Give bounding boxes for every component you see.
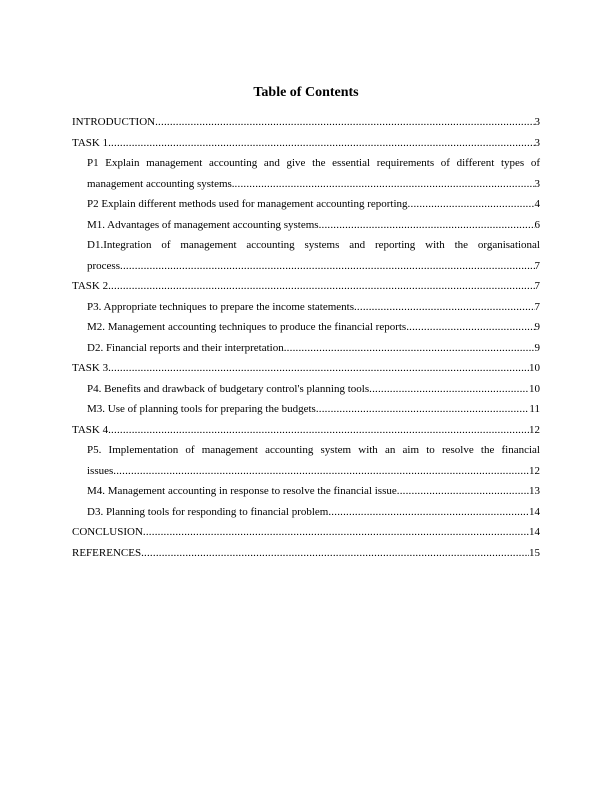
dot-leader <box>108 358 529 379</box>
toc-entry-task-4[interactable] <box>72 420 540 441</box>
toc-entry-m2[interactable] <box>72 317 540 338</box>
toc-entry-text: M1. Advantages of management accounting systems <box>87 218 319 231</box>
toc-entry-text-line-1: P1 Explain management accounting and give the essential requirements of different types of <box>87 157 540 169</box>
toc-entry-text: M3. Use of planning tools for preparing the budgets <box>87 403 316 415</box>
toc-entry-text: TASK 3 <box>72 362 109 374</box>
toc-page-number: 7 <box>534 300 540 313</box>
toc-page-number: 11 <box>529 403 540 415</box>
toc-entry-m4[interactable] <box>72 481 540 502</box>
dot-leader <box>316 399 530 420</box>
dot-leader <box>284 338 535 359</box>
toc-entry-text: TASK 1 <box>72 136 109 149</box>
toc-entry-text: TASK 2 <box>72 280 109 292</box>
toc-page-number: 4 <box>534 198 540 210</box>
toc-entry-m1[interactable] <box>72 215 540 236</box>
dot-leader <box>319 215 535 236</box>
toc-entry-introduction[interactable] <box>72 112 540 133</box>
dot-leader <box>328 502 529 523</box>
toc-page-number: 14 <box>529 526 540 538</box>
dot-leader <box>108 420 529 441</box>
toc-page-number: 7 <box>534 280 540 292</box>
toc-entry-p2[interactable] <box>72 194 540 215</box>
toc-page-number: 10 <box>529 382 540 395</box>
toc-entry-task-1[interactable] <box>72 133 540 154</box>
toc-title: Table of Contents <box>253 85 359 100</box>
toc-page-number: 10 <box>529 362 540 374</box>
dot-leader <box>108 276 534 297</box>
toc-entry-d1[interactable] <box>72 235 540 276</box>
toc-entry-text: TASK 4 <box>72 423 109 436</box>
toc-entry-text: process <box>87 259 120 272</box>
toc-entry-text: M2. Management accounting techniques to produce the financial reports <box>87 321 407 333</box>
toc-page-number: 9 <box>534 321 540 333</box>
toc-entry-text: management accounting systems. <box>87 177 235 190</box>
toc-entry-text: P3. Appropriate techniques to prepare the income statements <box>87 300 354 313</box>
toc-entry-task-2[interactable] <box>72 276 540 297</box>
toc-entry-d2[interactable] <box>72 338 540 359</box>
dot-leader <box>141 543 529 564</box>
toc-entry-text: REFERENCES <box>72 546 142 559</box>
toc-entry-text: M4. Management accounting in response to resolve the financial issue <box>87 485 397 497</box>
table-of-contents <box>72 112 540 563</box>
toc-entry-text: P2 Explain different methods used for management accounting reporting <box>87 198 408 210</box>
dot-leader <box>397 481 529 502</box>
toc-page-number: 3 <box>534 136 540 149</box>
toc-entry-text: D3. Planning tools for responding to financial problem <box>87 505 329 518</box>
toc-entry-text: P4. Benefits and drawback of budgetary control's planning tools <box>87 382 370 395</box>
dot-leader <box>155 112 534 133</box>
dot-leader <box>369 379 529 400</box>
toc-entry-d3[interactable] <box>72 502 540 523</box>
toc-page-number: 14 <box>529 505 540 518</box>
toc-page-number: 13 <box>529 485 540 497</box>
dot-leader <box>120 256 535 277</box>
dot-leader <box>108 133 534 154</box>
dot-leader <box>406 317 534 338</box>
toc-entry-task-3[interactable] <box>72 358 540 379</box>
toc-page-number: 9 <box>534 341 540 354</box>
toc-entry-p3[interactable] <box>72 297 540 318</box>
toc-page-number: 6 <box>534 218 540 231</box>
toc-page-number: 3 <box>534 177 540 190</box>
toc-entry-p4[interactable] <box>72 379 540 400</box>
dot-leader <box>408 194 535 215</box>
toc-entry-conclusion[interactable] <box>72 522 540 543</box>
toc-page-number: 3 <box>534 116 540 128</box>
toc-entry-references[interactable] <box>72 543 540 564</box>
toc-entry-text: CONCLUSION <box>72 526 143 538</box>
dot-leader <box>143 522 529 543</box>
toc-entry-text-line-1: P5. Implementation of management accounting system with an aim to resolve the financial <box>87 444 540 456</box>
toc-page-number: 7 <box>534 259 540 272</box>
dot-leader <box>235 174 535 195</box>
toc-entry-text: D2. Financial reports and their interpretation <box>87 341 284 354</box>
toc-entry-text: INTRODUCTION <box>72 116 156 128</box>
toc-entry-text-line-1: D1.Integration of management accounting systems and reporting with the organisational <box>87 239 540 251</box>
toc-entry-m3[interactable] <box>72 399 540 420</box>
toc-page-number: 12 <box>529 423 540 436</box>
toc-entry-text: issues <box>87 464 114 477</box>
dot-leader <box>113 461 529 482</box>
toc-page-number: 12 <box>529 464 540 477</box>
toc-page-number: 15 <box>529 546 540 559</box>
toc-entry-p5[interactable] <box>72 440 540 481</box>
toc-entry-p1[interactable] <box>72 153 540 194</box>
dot-leader <box>354 297 535 318</box>
